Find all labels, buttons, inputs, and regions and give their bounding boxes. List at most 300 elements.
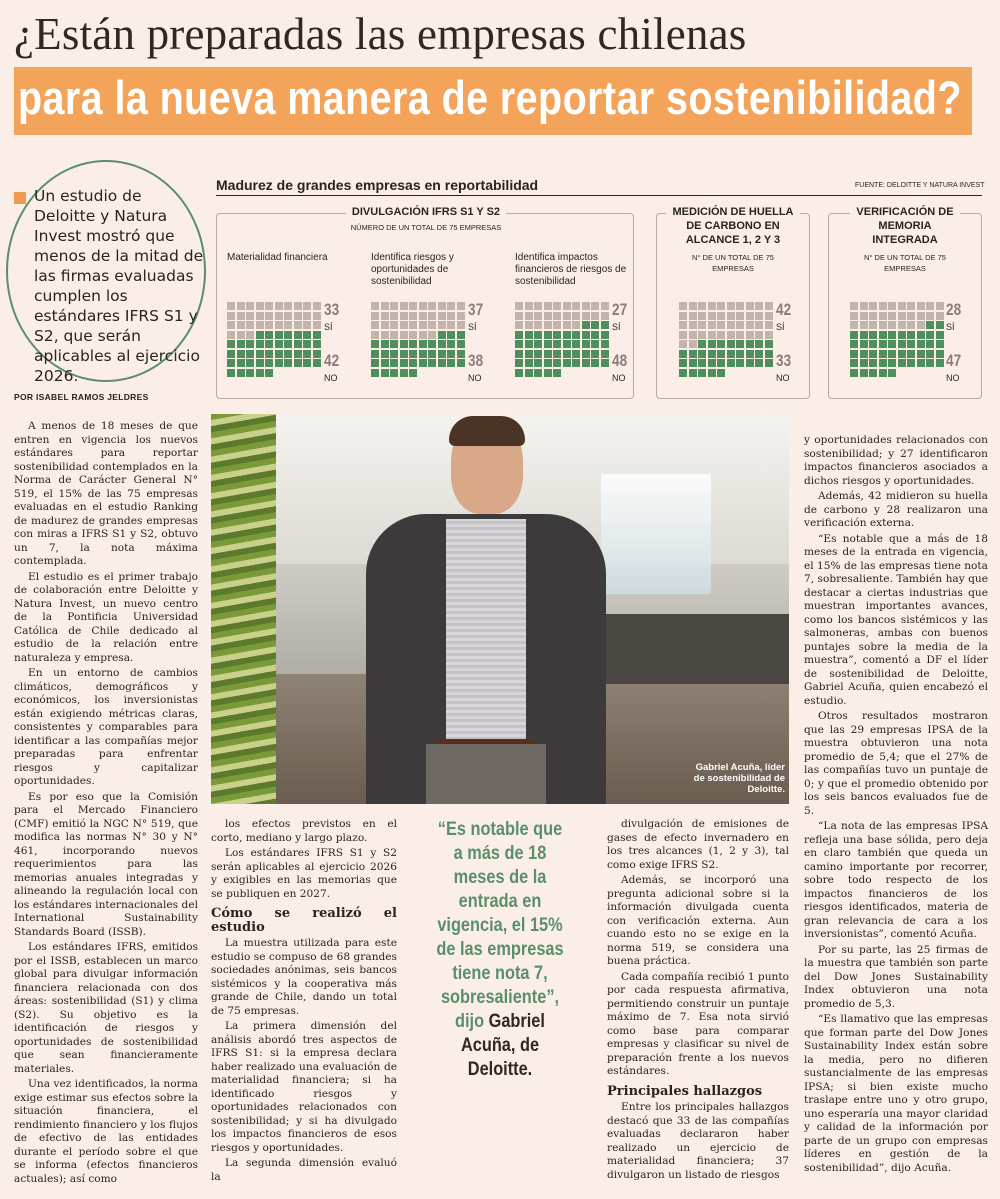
- waffle-square-no: [544, 369, 552, 377]
- waffle-square-no: [400, 350, 408, 358]
- box-subtitle-ifrs: NÚMERO DE UN TOTAL DE 75 EMPRESAS: [350, 223, 502, 232]
- waffle-square-no: [381, 350, 389, 358]
- waffle-square-si: [755, 312, 763, 320]
- waffle-square-si: [256, 321, 264, 329]
- waffle-square-no: [313, 340, 321, 348]
- waffle-square-si: [303, 321, 311, 329]
- waffle-square-no: [381, 369, 389, 377]
- waffle-square-no: [572, 331, 580, 339]
- value-si-carbon: 42: [776, 300, 792, 319]
- paragraph: Por su parte, las 25 firmas de la muestra que también son parte del Dow Jones Sustainability Index obtuvieron una nota promedio de 5,3.: [804, 943, 988, 1010]
- waffle-square-si: [313, 302, 321, 310]
- waffle-square-no: [409, 369, 417, 377]
- waffle-square-si: [256, 302, 264, 310]
- waffle-square-si: [390, 312, 398, 320]
- waffle-square-si: [515, 312, 523, 320]
- photo-caption: Gabriel Acuña, líder de sostenibilidad de Deloitte.: [693, 762, 785, 795]
- waffle-square-no: [256, 331, 264, 339]
- waffle-square-no: [765, 350, 773, 358]
- waffle-square-no: [256, 340, 264, 348]
- waffle-square-no: [926, 359, 934, 367]
- waffle-square-si: [400, 312, 408, 320]
- waffle-square-no: [409, 350, 417, 358]
- waffle-square-no: [438, 359, 446, 367]
- waffle-square-si: [679, 321, 687, 329]
- waffle-square-no: [275, 331, 283, 339]
- section-heading-findings: Principales hallazgos: [607, 1083, 763, 1099]
- waffle-square-no: [869, 340, 877, 348]
- waffle-square-no: [428, 359, 436, 367]
- waffle-square-no: [447, 340, 455, 348]
- waffle-square-no: [525, 369, 533, 377]
- waffle-square-no: [572, 359, 580, 367]
- waffle-grid-verification: [850, 302, 944, 377]
- paragraph: y oportunidades relacionados con sostenibilidad; y 27 identificaron impactos financieros asociados a dichos riesgos y oportunidades.: [804, 434, 988, 487]
- waffle-square-si: [265, 302, 273, 310]
- waffle-square-no: [515, 340, 523, 348]
- waffle-square-no: [275, 350, 283, 358]
- waffle-square-si: [879, 321, 887, 329]
- waffle-square-no: [850, 350, 858, 358]
- waffle-square-si: [553, 312, 561, 320]
- waffle-square-no: [601, 331, 609, 339]
- waffle-square-si: [534, 302, 542, 310]
- lead-bullet-square: [14, 192, 26, 204]
- article-column-3: [607, 818, 789, 1184]
- infographic-rule: [216, 195, 982, 196]
- waffle-square-no: [591, 331, 599, 339]
- waffle-square-si: [534, 312, 542, 320]
- waffle-square-si: [917, 312, 925, 320]
- waffle-square-no: [860, 340, 868, 348]
- waffle-square-no: [544, 350, 552, 358]
- waffle-square-no: [869, 369, 877, 377]
- waffle-square-no: [284, 331, 292, 339]
- waffle-square-no: [553, 340, 561, 348]
- waffle-square-si: [515, 321, 523, 329]
- waffle-square-no: [227, 369, 235, 377]
- waffle-square-si: [698, 302, 706, 310]
- waffle-square-no: [755, 340, 763, 348]
- waffle-square-no: [447, 359, 455, 367]
- waffle-square-si: [246, 302, 254, 310]
- paragraph: El estudio es el primer trabajo de colaboración entre Deloitte y Natura Invest, un nuevo centro de la Pontificia Universidad Católica de Chile dedicado al estudio de la relación entre naturaleza y empresa.: [14, 570, 198, 664]
- waffle-square-si: [381, 321, 389, 329]
- waffle-square-no: [419, 340, 427, 348]
- waffle-square-no: [936, 331, 944, 339]
- waffle-square-si: [294, 321, 302, 329]
- waffle-square-no: [860, 369, 868, 377]
- waffle-square-si: [755, 321, 763, 329]
- waffle-square-no: [400, 340, 408, 348]
- waffle-square-si: [237, 331, 245, 339]
- waffle-square-si: [898, 321, 906, 329]
- waffle-square-no: [708, 350, 716, 358]
- waffle-square-si: [457, 312, 465, 320]
- paragraph: Además, se incorporó una pregunta adicional sobre si la información divulgada cuenta con verificación externa. Aun cuando esto no se exige en la norma 519, se considera una buena práctica.: [607, 874, 789, 967]
- label-si-verification: SÍ: [946, 322, 955, 332]
- waffle-square-no: [907, 331, 915, 339]
- waffle-square-no: [534, 359, 542, 367]
- waffle-square-no: [284, 359, 292, 367]
- waffle-square-no: [227, 340, 235, 348]
- waffle-square-no: [246, 350, 254, 358]
- waffle-square-no: [313, 359, 321, 367]
- paragraph: “Es llamativo que las empresas que forman parte del Dow Jones Sustainability Index están sobre la media, pero no difieren sustancialmente de las empresas IPSA; si bien existe mucho traslape entre uno y otro grupo, uno esperaría una mayor claridad y calidad de la información por parte de un grupo con empresas líderes en gestión de la sostenibilidad”, dijo Acuña.: [804, 1013, 988, 1174]
- pull-quote: [431, 818, 569, 1082]
- waffle-square-si: [746, 302, 754, 310]
- waffle-grid-materialidad: [227, 302, 321, 377]
- photo-window: [601, 474, 711, 594]
- waffle-square-si: [428, 331, 436, 339]
- waffle-square-si: [457, 321, 465, 329]
- waffle-square-si: [689, 302, 697, 310]
- waffle-square-no: [917, 340, 925, 348]
- waffle-square-no: [689, 350, 697, 358]
- paragraph: Cada compañía recibió 1 punto por cada respuesta afirmativa, permitiendo construir un puntaje máximo de 7. Esa nota sirvió como base para comparar empresas y clasificar su nivel de preparación frente a los nuevos estándares.: [607, 970, 789, 1077]
- waffle-square-no: [746, 350, 754, 358]
- waffle-square-si: [708, 331, 716, 339]
- waffle-square-si: [717, 302, 725, 310]
- waffle-square-si: [409, 312, 417, 320]
- label-no-carbon: NO: [776, 373, 790, 383]
- infographic-title: Madurez de grandes empresas en reportabilidad: [216, 177, 539, 193]
- waffle-square-no: [850, 369, 858, 377]
- paragraph: divulgación de emisiones de gases de efecto invernadero en los tres alcances (1, 2 y 3), tal como exige IFRS S2.: [607, 818, 789, 871]
- waffle-square-si: [765, 312, 773, 320]
- waffle-square-si: [860, 312, 868, 320]
- value-no-verification: 47: [946, 351, 962, 370]
- waffle-square-no: [888, 350, 896, 358]
- waffle-square-si: [888, 321, 896, 329]
- label-si-materialidad: SÍ: [324, 322, 333, 332]
- paragraph: Una vez identificados, la norma exige estimar sus efectos sobre la situación financiera, el rendimiento financiero y los flujos de efectivo de las entidades durante el período sobre el que se informa (efectos financieros actuales); así como: [14, 1078, 198, 1185]
- waffle-square-si: [746, 331, 754, 339]
- waffle-square-no: [601, 340, 609, 348]
- waffle-square-no: [698, 340, 706, 348]
- waffle-square-si: [698, 312, 706, 320]
- waffle-square-no: [390, 350, 398, 358]
- waffle-square-no: [708, 369, 716, 377]
- waffle-square-no: [400, 369, 408, 377]
- waffle-square-no: [936, 321, 944, 329]
- waffle-square-no: [515, 369, 523, 377]
- waffle-square-si: [237, 321, 245, 329]
- waffle-square-no: [727, 340, 735, 348]
- waffle-square-no: [869, 359, 877, 367]
- waffle-square-no: [717, 369, 725, 377]
- waffle-square-si: [428, 321, 436, 329]
- waffle-square-si: [534, 321, 542, 329]
- waffle-square-no: [591, 359, 599, 367]
- paragraph: A menos de 18 meses de que entren en vigencia los nuevos estándares para reportar sostenibilidad contemplados en la Norma de Carácter General N° 519, el 15% de las 75 empresas evaluadas en el estudio Ranking de madurez de grandes empresas con miras a IFRS S1 y S2, obtuvo un 7, la nota máxima contemplada.: [14, 420, 198, 567]
- waffle-square-no: [907, 340, 915, 348]
- waffle-square-si: [227, 302, 235, 310]
- paragraph: “Es notable que a más de 18 meses de la entrada en vigencia, el 15% de las empresas tiene nota 7, sobresaliente. También hay que destacar a ciertas industrias que muestran importantes avances, como los bancos sistémicos y las salmoneras, ambas con buenos puntajes sobre la media de la muestra”, comentó a DF el líder de sostenibilidad de Deloitte, Gabriel Acuña, quien encabezó el estudio.: [804, 532, 988, 707]
- waffle-square-si: [679, 340, 687, 348]
- waffle-square-no: [601, 321, 609, 329]
- waffle-square-si: [860, 321, 868, 329]
- waffle-square-si: [447, 321, 455, 329]
- waffle-square-no: [936, 359, 944, 367]
- waffle-square-no: [563, 340, 571, 348]
- waffle-square-si: [438, 302, 446, 310]
- waffle-square-si: [419, 321, 427, 329]
- waffle-square-no: [917, 350, 925, 358]
- waffle-square-no: [926, 350, 934, 358]
- waffle-square-si: [727, 321, 735, 329]
- waffle-square-no: [717, 350, 725, 358]
- waffle-square-si: [601, 312, 609, 320]
- waffle-square-si: [419, 331, 427, 339]
- waffle-square-no: [515, 359, 523, 367]
- value-no-riesgos: 38: [468, 351, 484, 370]
- waffle-square-no: [601, 350, 609, 358]
- waffle-square-si: [917, 302, 925, 310]
- waffle-grid-impactos: [515, 302, 609, 377]
- waffle-square-si: [582, 302, 590, 310]
- waffle-square-no: [525, 350, 533, 358]
- waffle-square-si: [936, 302, 944, 310]
- waffle-square-si: [303, 312, 311, 320]
- waffle-square-si: [869, 302, 877, 310]
- waffle-square-no: [917, 331, 925, 339]
- waffle-square-si: [936, 312, 944, 320]
- paragraph: Los estándares IFRS S1 y S2 serán aplicables al ejercicio 2026 y exigibles en las memorias que se publiquen en 2027.: [211, 847, 397, 900]
- waffle-square-no: [746, 340, 754, 348]
- waffle-square-no: [591, 350, 599, 358]
- waffle-square-no: [428, 350, 436, 358]
- waffle-square-no: [708, 359, 716, 367]
- waffle-square-si: [698, 331, 706, 339]
- waffle-square-no: [698, 350, 706, 358]
- waffle-square-no: [879, 340, 887, 348]
- waffle-square-si: [727, 331, 735, 339]
- waffle-square-si: [907, 321, 915, 329]
- waffle-square-no: [534, 340, 542, 348]
- waffle-square-no: [879, 369, 887, 377]
- waffle-square-no: [936, 340, 944, 348]
- value-si-riesgos: 37: [468, 300, 484, 319]
- waffle-square-si: [409, 302, 417, 310]
- waffle-square-si: [390, 321, 398, 329]
- portrait-photo: [211, 414, 789, 804]
- article-column-2: [211, 818, 397, 1186]
- waffle-square-si: [736, 331, 744, 339]
- waffle-square-si: [275, 321, 283, 329]
- waffle-square-no: [879, 350, 887, 358]
- waffle-square-si: [371, 321, 379, 329]
- waffle-square-si: [544, 302, 552, 310]
- waffle-square-no: [390, 369, 398, 377]
- waffle-square-no: [525, 340, 533, 348]
- waffle-square-si: [525, 302, 533, 310]
- waffle-square-no: [850, 340, 858, 348]
- waffle-square-no: [860, 359, 868, 367]
- waffle-square-no: [525, 331, 533, 339]
- category-label-materialidad: Materialidad financiera: [227, 252, 328, 263]
- waffle-square-no: [755, 350, 763, 358]
- waffle-square-si: [227, 331, 235, 339]
- waffle-square-no: [438, 331, 446, 339]
- waffle-square-si: [371, 302, 379, 310]
- waffle-square-si: [284, 321, 292, 329]
- waffle-square-no: [601, 359, 609, 367]
- waffle-square-no: [679, 350, 687, 358]
- waffle-square-no: [419, 350, 427, 358]
- waffle-square-si: [572, 312, 580, 320]
- waffle-square-no: [582, 321, 590, 329]
- paragraph: Otros resultados mostraron que las 29 empresas IPSA de la muestra obtuvieron una nota promedio de 5,4; que el 27% de las compañías tuvo un puntaje de 0; y que el promedio obtenido por los seis bancos evaluados fue de 5.: [804, 710, 988, 817]
- waffle-square-no: [727, 350, 735, 358]
- waffle-square-si: [708, 312, 716, 320]
- waffle-square-si: [591, 312, 599, 320]
- waffle-square-si: [898, 312, 906, 320]
- paragraph: Además, 42 midieron su huella de carbono y 28 realizaron una verificación externa.: [804, 490, 988, 529]
- waffle-square-no: [907, 350, 915, 358]
- waffle-square-si: [869, 312, 877, 320]
- waffle-square-no: [736, 359, 744, 367]
- waffle-square-si: [679, 331, 687, 339]
- waffle-square-no: [755, 359, 763, 367]
- waffle-square-no: [898, 350, 906, 358]
- waffle-square-si: [525, 312, 533, 320]
- label-no-materialidad: NO: [324, 373, 338, 383]
- waffle-square-si: [371, 312, 379, 320]
- waffle-square-no: [869, 331, 877, 339]
- waffle-square-no: [447, 350, 455, 358]
- waffle-square-no: [237, 340, 245, 348]
- waffle-square-si: [698, 321, 706, 329]
- waffle-square-no: [572, 350, 580, 358]
- waffle-square-no: [563, 359, 571, 367]
- waffle-square-si: [447, 302, 455, 310]
- waffle-square-si: [428, 302, 436, 310]
- waffle-square-si: [390, 302, 398, 310]
- waffle-square-no: [689, 369, 697, 377]
- waffle-square-si: [907, 312, 915, 320]
- waffle-square-si: [736, 312, 744, 320]
- headline-line-1: ¿Están preparadas las empresas chilenas: [14, 9, 747, 59]
- waffle-square-si: [879, 312, 887, 320]
- waffle-square-si: [679, 312, 687, 320]
- waffle-square-si: [553, 321, 561, 329]
- waffle-square-no: [294, 350, 302, 358]
- box-subtitle-verification: N° DE UN TOTAL DE 75 EMPRESAS: [864, 253, 946, 273]
- waffle-square-no: [591, 321, 599, 329]
- waffle-square-no: [544, 359, 552, 367]
- waffle-square-no: [582, 350, 590, 358]
- waffle-square-no: [572, 340, 580, 348]
- waffle-square-no: [689, 359, 697, 367]
- waffle-square-no: [371, 350, 379, 358]
- box-title-carbon: MEDICIÓN DE HUELLA DE CARBONO EN ALCANCE 1, 2 Y 3: [666, 205, 800, 247]
- value-no-carbon: 33: [776, 351, 792, 370]
- waffle-square-si: [419, 302, 427, 310]
- waffle-square-no: [888, 359, 896, 367]
- waffle-square-no: [438, 340, 446, 348]
- waffle-square-si: [563, 321, 571, 329]
- label-si-riesgos: SÍ: [468, 322, 477, 332]
- waffle-square-si: [227, 312, 235, 320]
- waffle-square-no: [765, 340, 773, 348]
- box-subtitle-carbon: N° DE UN TOTAL DE 75 EMPRESAS: [692, 253, 774, 273]
- waffle-square-si: [572, 321, 580, 329]
- waffle-square-si: [727, 312, 735, 320]
- waffle-square-no: [553, 359, 561, 367]
- waffle-square-si: [689, 331, 697, 339]
- waffle-square-no: [553, 350, 561, 358]
- waffle-square-no: [879, 359, 887, 367]
- waffle-square-si: [313, 312, 321, 320]
- value-si-verification: 28: [946, 300, 962, 319]
- waffle-square-no: [534, 369, 542, 377]
- waffle-square-no: [860, 350, 868, 358]
- waffle-square-no: [237, 350, 245, 358]
- waffle-square-no: [563, 331, 571, 339]
- waffle-square-no: [381, 340, 389, 348]
- waffle-square-si: [850, 312, 858, 320]
- waffle-square-no: [907, 359, 915, 367]
- waffle-square-si: [727, 302, 735, 310]
- waffle-square-si: [227, 321, 235, 329]
- waffle-square-si: [381, 302, 389, 310]
- waffle-square-no: [679, 359, 687, 367]
- waffle-square-si: [409, 321, 417, 329]
- waffle-square-no: [544, 340, 552, 348]
- waffle-square-no: [736, 350, 744, 358]
- waffle-square-no: [246, 359, 254, 367]
- section-heading-method: Cómo se realizó el estudio: [211, 906, 397, 935]
- waffle-square-si: [907, 302, 915, 310]
- value-si-materialidad: 33: [324, 300, 340, 319]
- value-no-materialidad: 42: [324, 351, 340, 370]
- waffle-square-si: [390, 331, 398, 339]
- waffle-square-si: [275, 312, 283, 320]
- paragraph: “La nota de las empresas IPSA refleja una base sólida, pero deja en claro también que queda un camino importante por recorrer, sobre todo respecto de los impactos financieros de los riesgos identificados, materia de gran relevancia de cara a los inversionistas”, comentó Acuña.: [804, 820, 988, 940]
- waffle-square-no: [227, 350, 235, 358]
- waffle-square-si: [237, 312, 245, 320]
- article-column-4: [804, 434, 988, 1177]
- waffle-square-no: [409, 359, 417, 367]
- pull-quote-author: Gabriel Acuña, de Deloitte.: [460, 1011, 545, 1080]
- waffle-square-si: [246, 312, 254, 320]
- waffle-square-no: [553, 369, 561, 377]
- waffle-square-no: [898, 359, 906, 367]
- waffle-square-si: [765, 302, 773, 310]
- waffle-square-no: [303, 340, 311, 348]
- byline: POR ISABEL RAMOS JELDRES: [14, 392, 149, 402]
- waffle-square-si: [717, 321, 725, 329]
- waffle-square-no: [888, 340, 896, 348]
- waffle-square-no: [457, 331, 465, 339]
- waffle-square-si: [563, 312, 571, 320]
- waffle-square-no: [256, 369, 264, 377]
- waffle-square-si: [246, 321, 254, 329]
- pull-quote-text: “Es notable que a más de 18 meses de la entrada en vigencia, el 15% de las empresas tiene nota 7, sobresaliente”, dijo: [436, 819, 564, 1032]
- waffle-square-no: [582, 331, 590, 339]
- waffle-square-si: [400, 321, 408, 329]
- waffle-square-no: [381, 359, 389, 367]
- waffle-square-no: [313, 350, 321, 358]
- waffle-square-si: [572, 302, 580, 310]
- waffle-square-no: [553, 331, 561, 339]
- waffle-square-si: [256, 312, 264, 320]
- waffle-square-si: [525, 321, 533, 329]
- waffle-square-no: [736, 340, 744, 348]
- waffle-square-si: [284, 302, 292, 310]
- waffle-square-si: [400, 302, 408, 310]
